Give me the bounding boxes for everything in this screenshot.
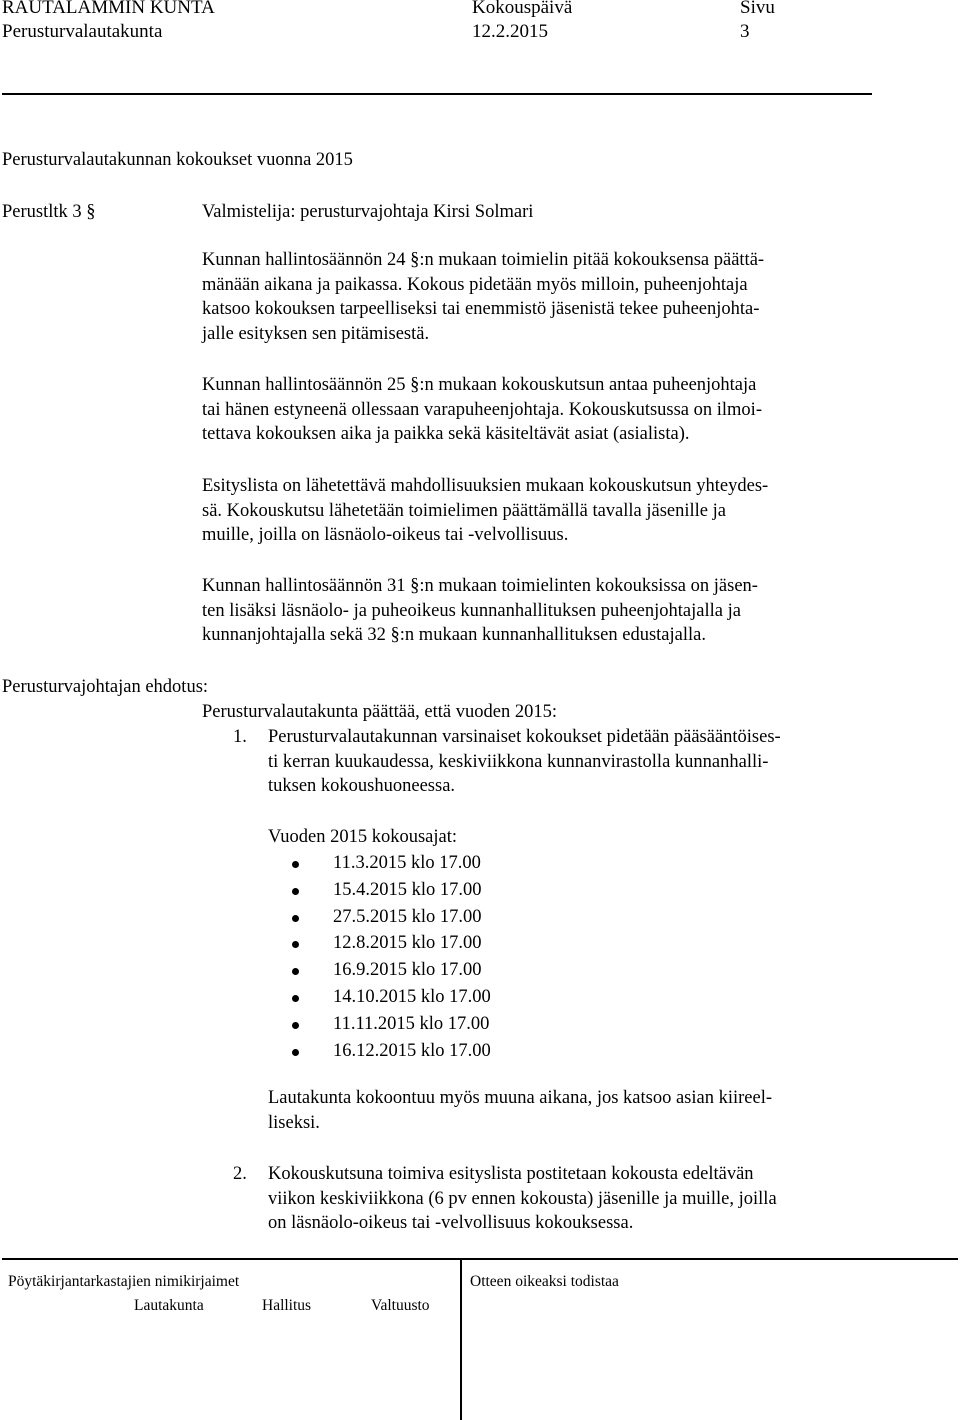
paragraph-line: Kunnan hallintosäännön 24 §:n mukaan toimielin pitää kokouksensa päättä- <box>202 250 765 270</box>
proposal-item2 <box>268 1162 878 1236</box>
header-rule <box>2 93 872 95</box>
bullet-icon <box>292 968 299 975</box>
meeting-dates-heading: Vuoden 2015 kokousajat: <box>268 827 458 847</box>
footer-body-hallitus: Hallitus <box>262 1297 312 1314</box>
footer-copy-label: Otteen oikeaksi todistaa <box>470 1273 619 1290</box>
header-municipality: RAUTALAMMIN KUNTA <box>2 0 215 18</box>
paragraph-line: jalle esityksen sen pitämisestä. <box>202 323 430 344</box>
paragraph-attendance <box>202 574 882 648</box>
proposal-item2-line: Kokouskutsuna toimiva esityslista postitetaan kokousta edeltävän <box>268 1164 754 1184</box>
proposal-item1-number: 1. <box>233 727 247 747</box>
proposal-intro: Perusturvalautakunta päättää, että vuoden 2015: <box>202 702 557 722</box>
header-date: 12.2.2015 <box>472 21 548 42</box>
header-page-label: Sivu <box>740 0 775 18</box>
proposal-item2-line: on läsnäolo-oikeus tai -velvollisuus kokouksessa. <box>268 1213 634 1233</box>
proposal-item1 <box>268 725 878 799</box>
case-number: Perustltk 3 § <box>2 202 96 222</box>
bullet-icon <box>292 888 299 895</box>
section-title: Perusturvalautakunnan kokoukset vuonna 2015 <box>2 150 353 170</box>
paragraph-line: tai hänen estyneenä ollessaan varapuheenjohtaja. Kokouskutsussa on ilmoi- <box>202 399 762 420</box>
paragraph-invitation <box>202 373 882 447</box>
bullet-icon <box>292 1022 299 1029</box>
proposal-label: Perusturvajohtajan ehdotus: <box>2 677 209 697</box>
header-page-number: 3 <box>740 21 750 42</box>
paragraph-line: kunnanjohtajalla sekä 32 §:n mukaan kunnanhallituksen edustajalla. <box>202 625 706 645</box>
header-body: Perusturvalautakunta <box>2 21 163 42</box>
paragraph-meeting-time <box>202 248 882 346</box>
bullet-icon <box>292 861 299 868</box>
paragraph-line: Esityslista on lähetettävä mahdollisuuksien mukaan kokouskutsun yhteydes- <box>202 476 769 496</box>
paragraph-line: mänään aikana ja paikassa. Kokous pidetään myös milloin, puheenjohtaja <box>202 274 748 295</box>
proposal-item2-line: viikon keskiviikkona (6 pv ennen kokousta) jäsenille ja muille, joilla <box>268 1188 777 1209</box>
paragraph-line: liseksi. <box>268 1112 320 1133</box>
proposal-item1-line: Perusturvalautakunnan varsinaiset kokoukset pidetään pääsääntöises- <box>268 727 781 747</box>
bullet-icon <box>292 1049 299 1056</box>
footer-body-lautakunta: Lautakunta <box>134 1297 204 1314</box>
paragraph-line: Kunnan hallintosäännön 25 §:n mukaan kokouskutsun antaa puheenjohtaja <box>202 375 757 395</box>
proposal-item1-line: ti kerran kuukaudessa, keskiviikkona kunnanvirastolla kunnanhalli- <box>268 751 769 772</box>
bullet-icon <box>292 915 299 922</box>
footer-divider <box>460 1258 462 1420</box>
paragraph-line: tettava kokouksen aika ja paikka sekä käsiteltävät asiat (asialista). <box>202 424 690 444</box>
bullet-icon <box>292 941 299 948</box>
paragraph-line: muille, joilla on läsnäolo-oikeus tai -velvollisuus. <box>202 525 569 545</box>
footer-initials-label: Pöytäkirjantarkastajien nimikirjaimet <box>8 1273 240 1290</box>
paragraph-line: Lautakunta kokoontuu myös muuna aikana, jos katsoo asian kiireel- <box>268 1088 773 1108</box>
paragraph-line: katsoo kokouksen tarpeelliseksi tai enemmistö jäsenistä tekee puheenjohta- <box>202 299 760 319</box>
proposal-extra-note <box>268 1086 878 1135</box>
paragraph-line: Kunnan hallintosäännön 31 §:n mukaan toimielinten kokouksissa on jäsen- <box>202 576 758 596</box>
paragraph-line: sä. Kokouskutsu lähetetään toimielimen päättämällä tavalla jäsenille ja <box>202 500 726 521</box>
paragraph-agenda <box>202 474 882 548</box>
bullet-icon <box>292 995 299 1002</box>
footer-rule <box>2 1258 958 1260</box>
proposal-item2-number: 2. <box>233 1164 247 1184</box>
paragraph-line: ten lisäksi läsnäolo- ja puheoikeus kunnanhallituksen puheenjohtajalla ja <box>202 600 741 621</box>
header-date-label: Kokouspäivä <box>472 0 573 18</box>
proposal-item1-line: tuksen kokoushuoneessa. <box>268 776 456 796</box>
case-preparer: Valmistelija: perusturvajohtaja Kirsi Solmari <box>202 202 534 222</box>
footer-body-valtuusto: Valtuusto <box>371 1297 430 1314</box>
